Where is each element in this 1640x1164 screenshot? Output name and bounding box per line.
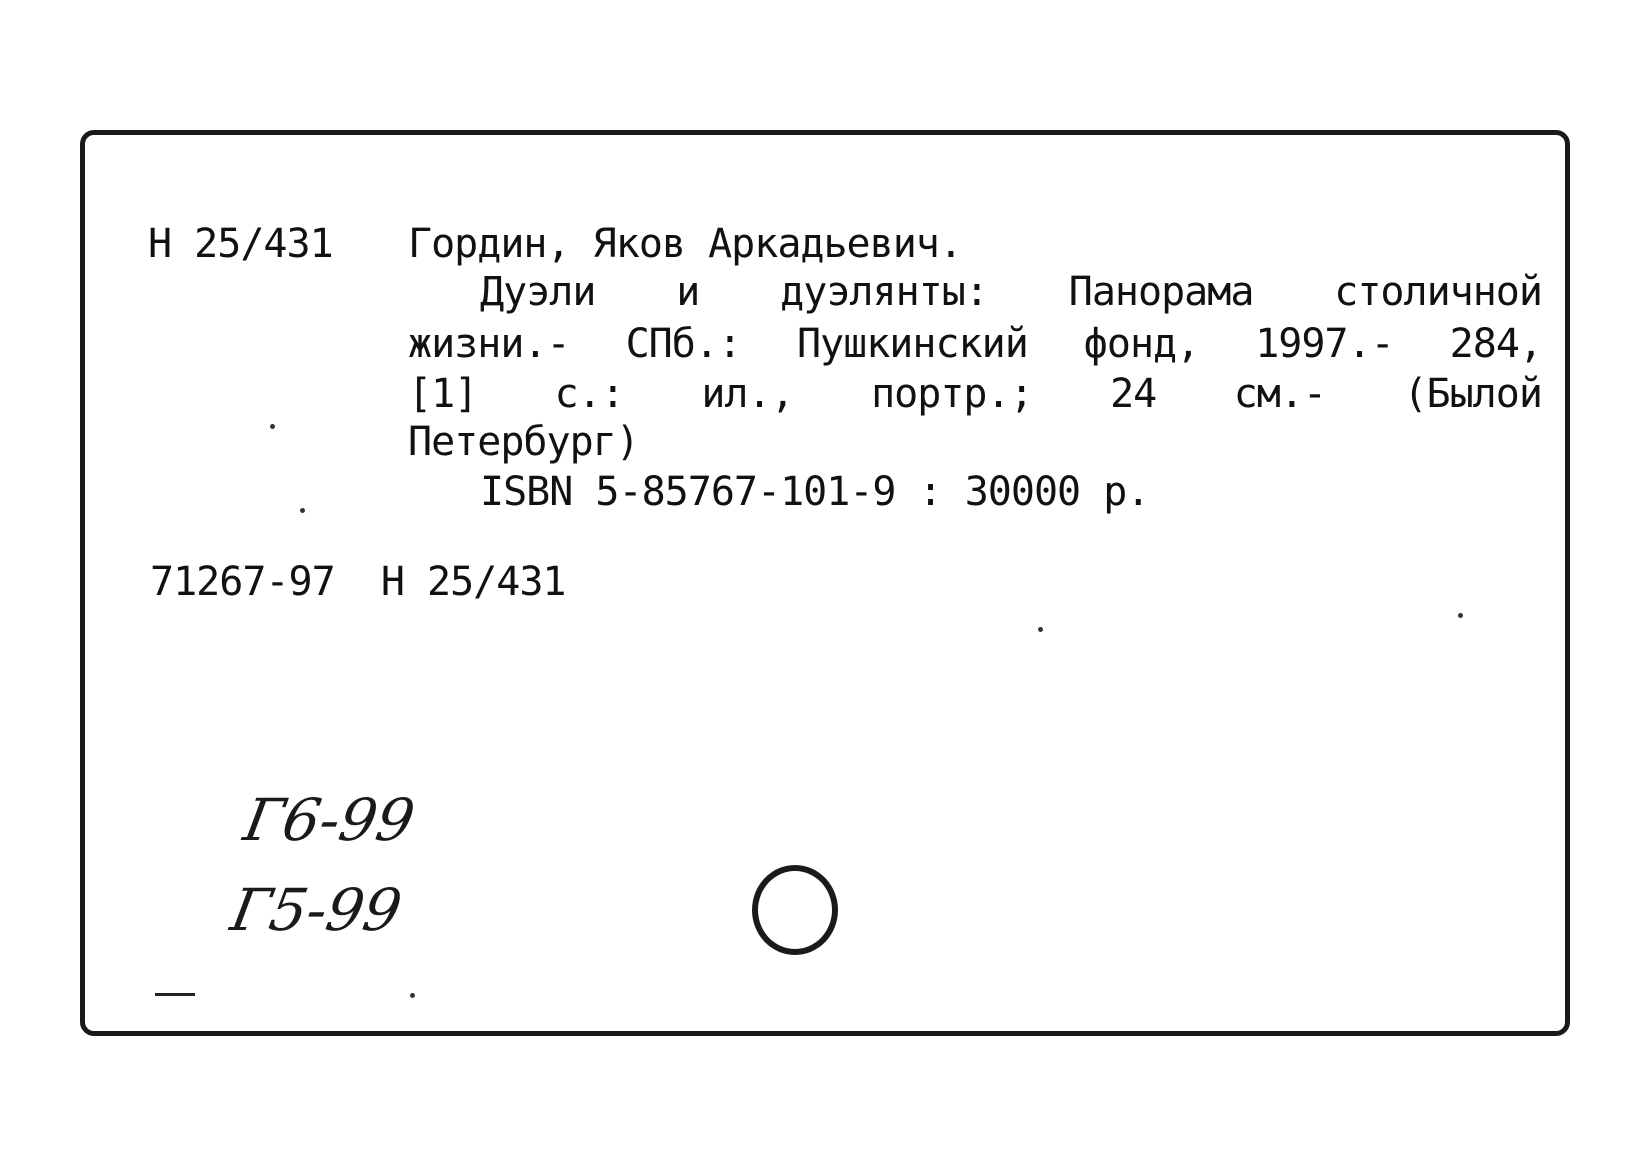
title-word: см.- xyxy=(1233,371,1327,417)
call-number: Н 25/431 xyxy=(148,221,333,267)
inventory-number: 71267-97 Н 25/431 xyxy=(150,559,566,605)
title-word: жизни.- xyxy=(408,321,570,367)
title-line-1 xyxy=(480,270,1542,314)
speck xyxy=(410,993,415,998)
title-word: 1997.- xyxy=(1255,321,1394,367)
speck xyxy=(1038,627,1043,632)
stamp-circle xyxy=(752,865,838,955)
title-word: с.: xyxy=(554,371,624,417)
title-word: [1] xyxy=(408,371,478,417)
title-line-3 xyxy=(408,372,1542,416)
title-line-2 xyxy=(408,322,1542,366)
speck xyxy=(1458,613,1463,618)
title-word: Пушкинский xyxy=(796,321,1028,367)
speck xyxy=(300,508,305,513)
isbn-price: ISBN 5-85767-101-9 : 30000 р. xyxy=(480,469,1150,515)
handwritten-note-1: Г6-99 xyxy=(239,786,420,854)
title-word: 284, xyxy=(1449,321,1542,367)
author-heading: Гордин, Яков Аркадьевич. xyxy=(408,221,962,267)
speck xyxy=(270,424,275,429)
title-word: СПб.: xyxy=(625,321,741,367)
title-word: портр.; xyxy=(871,371,1033,417)
title-word: фонд, xyxy=(1083,321,1200,367)
title-word: и xyxy=(676,269,700,315)
pen-mark xyxy=(155,993,195,996)
title-word: ил., xyxy=(701,371,794,417)
title-word: дуэлянты: xyxy=(780,269,988,315)
title-word: (Былой xyxy=(1403,371,1542,417)
handwritten-note-2: Г5-99 xyxy=(226,876,407,944)
title-word: столичной xyxy=(1334,269,1542,315)
title-word: Дуэли xyxy=(480,269,596,315)
title-word: Панорама xyxy=(1068,269,1254,315)
title-line-4: Петербург) xyxy=(408,419,639,465)
title-word: 24 xyxy=(1110,371,1157,417)
